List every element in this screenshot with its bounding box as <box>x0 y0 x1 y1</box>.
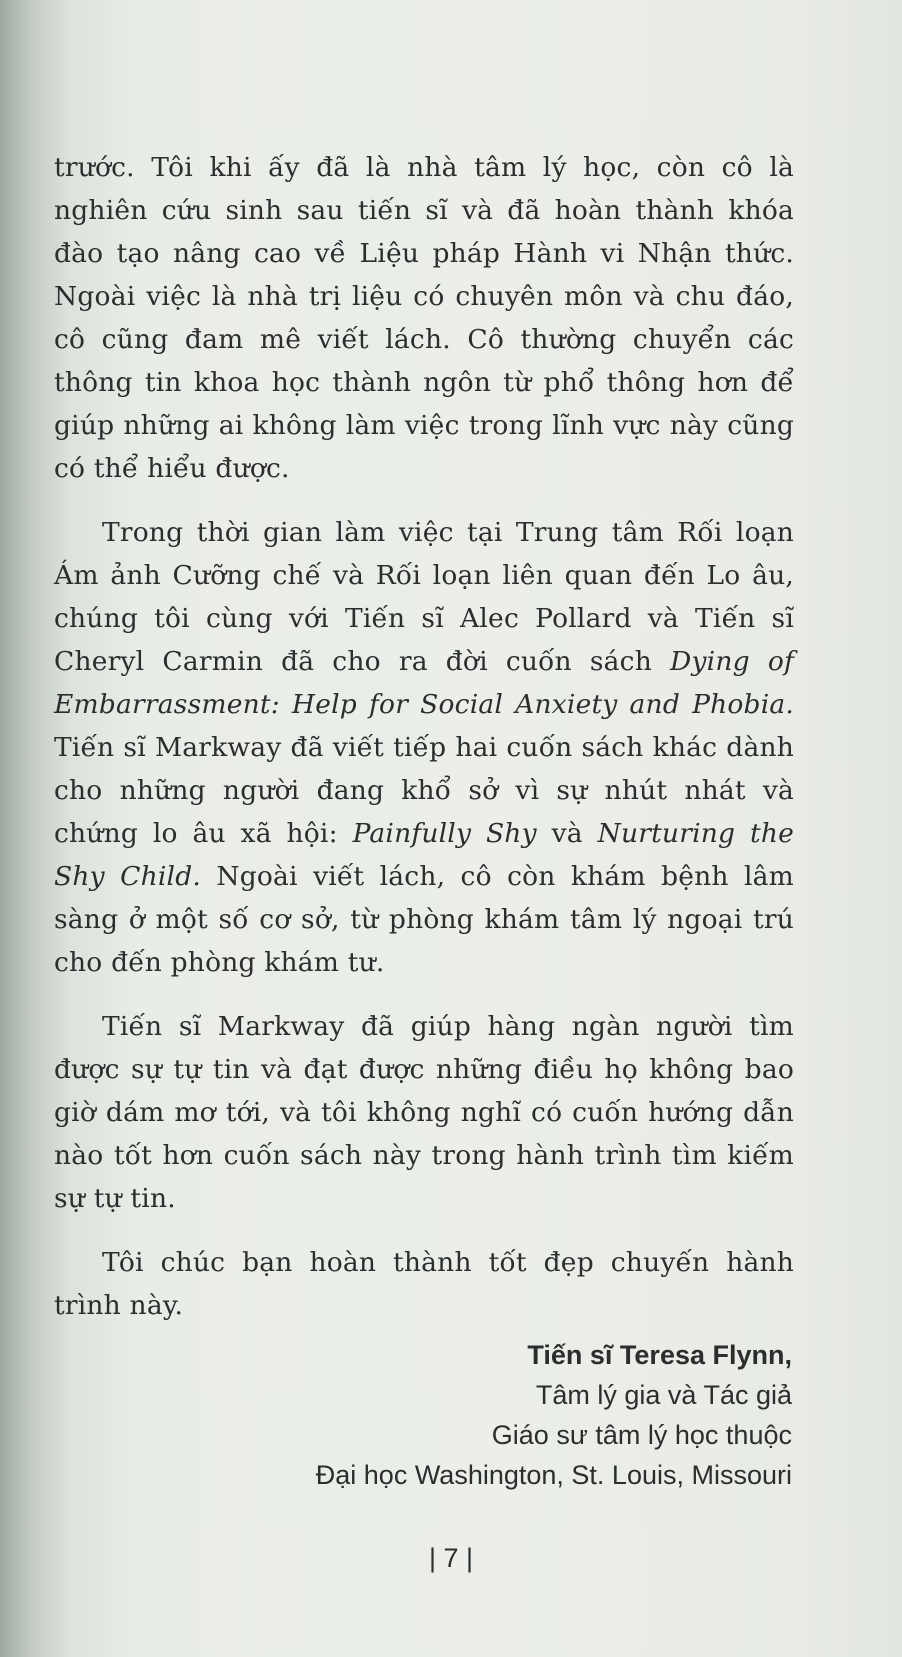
body-text <box>54 146 794 1348</box>
paragraph-text: Tôi chúc bạn hoàn thành tốt đẹp chuyến hành trình này. <box>54 1247 794 1321</box>
paragraph-text: Tiến sĩ Markway đã viết tiếp hai cuốn sách khác dành cho những người đang khổ sở vì sự nhút nhát và chứng lo âu xã hội: <box>54 732 794 849</box>
paragraph <box>54 511 794 984</box>
signature-title: Tâm lý gia và Tác giả <box>535 1380 792 1410</box>
book-title-text: Nurturing the Shy Child. <box>54 818 794 892</box>
paragraph-text: Trong thời gian làm việc tại Trung tâm Rối loạn Ám ảnh Cưỡng chế và Rối loạn liên quan đến Lo âu, chúng tôi cùng với Tiến sĩ Alec Pollard và Tiến sĩ Cheryl Carmin đã cho ra đời cuốn sách <box>54 517 794 677</box>
paragraph <box>54 1005 794 1220</box>
paragraph-text: Ngoài viết lách, cô còn khám bệnh lâm sàng ở một số cơ sở, từ phòng khám tâm lý ngoại trú cho đến phòng khám tư. <box>54 861 794 978</box>
signature-affiliation: Đại học Washington, St. Louis, Missouri <box>315 1460 792 1490</box>
book-title-text: Dying of Embarrassment: Help for Social Anxiety and Phobia. <box>54 646 794 720</box>
paragraph-text: Tiến sĩ Markway đã giúp hàng ngàn người tìm được sự tự tin và đạt được những điều họ không bao giờ dám mơ tới, và tôi không nghĩ có cuốn hướng dẫn nào tốt hơn cuốn sách này trong hành trình tìm kiếm sự tự tin. <box>54 1011 794 1214</box>
author-signature-block <box>316 1335 792 1495</box>
signature-position: Giáo sư tâm lý học thuộc <box>491 1420 792 1450</box>
paragraph-text: và <box>536 818 598 849</box>
paragraph <box>54 146 794 490</box>
paragraph <box>54 1241 794 1327</box>
paragraph-text: trước. Tôi khi ấy đã là nhà tâm lý học, còn cô là nghiên cứu sinh sau tiến sĩ và đã hoàn thành khóa đào tạo nâng cao về Liệu pháp Hành vi Nhận thức. Ngoài việc là nhà trị liệu có chuyên môn và chu đáo, cô cũng đam mê viết lách. Cô thường chuyển các thông tin khoa học thành ngôn từ phổ thông hơn để giúp những ai không làm việc trong lĩnh vực này cũng có thể hiểu được. <box>54 152 794 484</box>
book-title-text: Painfully Shy <box>352 818 537 849</box>
page-number: | 7 | <box>428 1543 474 1573</box>
signature-name: Tiến sĩ Teresa Flynn, <box>527 1340 792 1370</box>
